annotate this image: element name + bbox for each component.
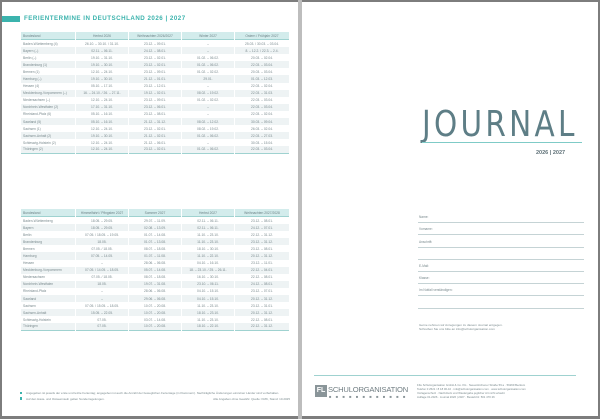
- header-cell: Bundesland: [21, 32, 75, 40]
- date-cell: –: [182, 104, 234, 111]
- date-cell: 24.12. – 07.01.: [235, 224, 289, 231]
- date-cell: 23.12. – 31.01.: [251, 303, 273, 308]
- date-cell: 07.05. – 14.05.: [76, 252, 128, 259]
- date-cell: 18.10. – 22.10.: [182, 323, 234, 330]
- field-label: E-Mail:: [419, 263, 429, 268]
- date-cell: 02.11. – 06.11.: [76, 47, 128, 54]
- table-row: [21, 68, 289, 75]
- date-cell: 22.12. – 31.12.: [235, 323, 289, 330]
- state-cell: Nordrhein-Westfalen: [21, 281, 75, 288]
- state-cell: Bremen (1): [23, 69, 40, 74]
- date-cell: 05.10. – 16.10.: [76, 118, 128, 125]
- date-cell: 02.11. – 06.11.: [182, 224, 234, 231]
- date-cell: 19.10. – 30.10.: [76, 75, 128, 82]
- state-cell: Brandenburg: [21, 238, 75, 245]
- source-note: Alle Angaben ohne Gewähr. Quelle: KMK, Stand: 10.2025: [213, 396, 290, 401]
- date-cell: 28.06. – 06.08.: [144, 261, 166, 266]
- form-field-vorname[interactable]: [418, 223, 584, 235]
- date-cell: 29.07. – 11.09.: [144, 218, 166, 223]
- date-cell: 12.10. – 24.10.: [76, 146, 128, 153]
- owner-info-form: [418, 211, 584, 309]
- table-row: [21, 288, 289, 295]
- title-accent-bar: [2, 16, 20, 22]
- table-row: [21, 274, 289, 281]
- form-field-notfall[interactable]: [418, 284, 584, 296]
- table-row: [21, 252, 289, 259]
- header-cell: Winter 2027: [182, 32, 234, 40]
- date-cell: 22.12. – 31.12.: [251, 232, 273, 237]
- date-cell: 21.12. – 31.12.: [129, 118, 181, 125]
- date-cell: 16. – 24.10. / 26. – 27.11.: [76, 90, 128, 97]
- date-cell: 8. – 12.2. / 22.3. – 2.4.: [235, 47, 289, 54]
- state-cell: Saarland: [21, 295, 75, 302]
- date-cell: 23.12. – 09.01.: [144, 98, 166, 103]
- table-row: [21, 83, 289, 90]
- date-cell: 28.06. – 06.08.: [144, 289, 166, 294]
- footnotes: [20, 391, 290, 401]
- table-row: [21, 47, 289, 54]
- date-cell: 23.12. – 09.01.: [144, 41, 166, 46]
- date-cell: 22.03. – 02.04.: [251, 112, 273, 117]
- date-cell: 23.12. – 02.01.: [144, 126, 166, 131]
- header-cell: Sommer 2027: [129, 209, 181, 217]
- date-cell: 30.03. – 09.04.: [235, 118, 289, 125]
- form-field-anschrift-2[interactable]: [418, 248, 584, 260]
- table-row: [21, 302, 289, 309]
- footnote: [20, 391, 290, 395]
- table-row: [21, 323, 289, 330]
- form-field-name[interactable]: [418, 211, 584, 223]
- table-row: [21, 224, 289, 231]
- date-cell: 19.10. – 30.10.: [76, 61, 128, 68]
- date-cell: 25.03. / 30.03. – 03.04.: [245, 41, 279, 46]
- date-cell: 23.12. – 31.12.: [235, 238, 289, 245]
- date-cell: 08.07. – 18.08.: [144, 275, 166, 280]
- date-cell: 10.07. – 20.08.: [129, 323, 181, 330]
- state-cell: Schleswig-Holstein: [23, 317, 51, 322]
- state-cell: Sachsen-Anhalt (2): [21, 132, 75, 139]
- field-label: Vorname:: [419, 227, 433, 232]
- footnote-text: Auf den Haus- und Ostseeinseln gelten Sonderregelungen.: [26, 396, 105, 401]
- date-cell: 30.03. – 15.04.: [251, 140, 273, 145]
- state-cell: Mecklenburg-Vorpommern: [21, 267, 75, 274]
- date-cell: 22.03. – 03.04.: [235, 104, 289, 111]
- date-cell: 22.03. – 02.04.: [251, 84, 273, 89]
- date-cell: 22.03. – 03.04.: [251, 98, 273, 103]
- bullet-square-icon: [20, 397, 22, 399]
- school-years: 2026 | 2027: [536, 150, 566, 156]
- date-cell: 04.10. – 15.10.: [197, 289, 219, 294]
- holiday-dates-page: [2, 2, 298, 416]
- table-row: [21, 125, 289, 132]
- date-cell: 20.12. – 31.12.: [235, 309, 289, 316]
- holiday-table-2027: [20, 209, 290, 331]
- date-cell: 07.05.: [97, 317, 107, 322]
- date-cell: 22.03. – 03.04.: [235, 146, 289, 153]
- date-cell: 19.10. – 31.10.: [91, 55, 113, 60]
- state-cell: Berlin (–): [23, 55, 37, 60]
- date-cell: 18.05. – 29.05.: [91, 218, 113, 223]
- state-cell: Sachsen: [23, 303, 36, 308]
- date-cell: 20.03. – 02.04.: [251, 55, 273, 60]
- date-cell: –: [76, 295, 128, 302]
- date-cell: 01.07. – 11.08.: [129, 252, 181, 259]
- date-cell: 07.05. / 18.05.: [91, 246, 113, 251]
- date-cell: 26.10. – 30.10. / 31.10.: [85, 41, 119, 46]
- imprint: [417, 383, 526, 399]
- date-cell: 01.02. – 06.02.: [182, 61, 234, 68]
- table-body: [21, 217, 289, 331]
- table-body: [21, 40, 289, 154]
- table-header-row: [21, 209, 289, 217]
- date-cell: 12.10. – 24.10.: [91, 126, 113, 131]
- state-cell: Niedersachsen: [23, 275, 45, 280]
- date-cell: 01.02. – 02.02.: [197, 69, 219, 74]
- header-cell: Ostern / Frühjahr 2027: [235, 32, 289, 40]
- form-field-klasse[interactable]: [418, 272, 584, 284]
- table-header-row: [21, 32, 289, 40]
- state-cell: Nordrhein-Westfalen (2): [21, 104, 75, 111]
- title-divider: [422, 142, 582, 143]
- holiday-table-2026-2027: [20, 32, 290, 154]
- logo-wordmark: SCHULORGANISATION: [328, 385, 409, 394]
- date-cell: 01.02. – 06.02.: [182, 132, 234, 139]
- table-row: [21, 118, 289, 125]
- date-cell: 23.12. – 08.01.: [251, 246, 273, 251]
- date-cell: 22.12. – 08.01.: [251, 275, 273, 280]
- date-cell: 07.05. / 14.05. – 18.05.: [76, 267, 128, 274]
- form-field-email[interactable]: [418, 260, 584, 272]
- field-label: Klasse:: [419, 276, 430, 281]
- date-cell: 18.05.: [76, 238, 128, 245]
- date-cell: 26.03. – 02.04.: [251, 126, 273, 131]
- bullet-square-icon: [20, 392, 22, 394]
- date-cell: 07.05. / 18.05.: [91, 275, 113, 280]
- date-cell: 04.10. – 16.10.: [197, 261, 219, 266]
- state-cell: Mecklenburg-Vorpommern (–): [21, 90, 75, 97]
- state-cell: Rheinland-Pfalz (6): [23, 112, 52, 117]
- date-cell: 15.05. – 22.05.: [76, 309, 128, 316]
- date-cell: 10.07. – 20.08.: [129, 309, 181, 316]
- date-cell: 11.10. – 23.10.: [197, 232, 219, 237]
- table-row: [21, 295, 289, 302]
- footnote-text: Angegeben ist jeweils der erste und letzte Ferientag; angegeben ist auch die Anzahl der beweglichen Ferientage (in Klammern). Nachträgliche Änderungen einzelner Länder sind vorbehalten.: [26, 391, 280, 395]
- date-cell: 22.03. – 03.04.: [235, 61, 289, 68]
- date-cell: 23.12. – 08.01.: [251, 218, 273, 223]
- date-cell: 29.01.: [182, 75, 234, 82]
- date-cell: 02.11. – 06.11.: [197, 218, 219, 223]
- date-cell: 02.08. – 13.09.: [129, 224, 181, 231]
- date-cell: 08.02. – 19.02.: [197, 126, 219, 131]
- table-row: [21, 146, 289, 153]
- date-cell: 21.12. – 01.01.: [129, 75, 181, 82]
- date-cell: 11.10. – 23.10.: [197, 317, 219, 322]
- form-field-anschrift[interactable]: [418, 235, 584, 247]
- date-cell: 10.07. – 20.08.: [144, 303, 166, 308]
- date-cell: –: [101, 261, 103, 266]
- journal-title: JOURNAL: [422, 104, 578, 145]
- logo-dots: ■ ■ ■ ■ ■ ■ ■ ■ ■ ■ ■ ■: [329, 394, 408, 399]
- field-label: Anschrift:: [419, 239, 433, 244]
- table-row: [21, 54, 289, 61]
- table-row: [21, 309, 289, 316]
- header-cell: Himmelfahrt / Pfingsten 2027: [76, 209, 128, 217]
- date-cell: 22.03. – 27.03.: [235, 132, 289, 139]
- journal-cover-page: [302, 2, 598, 416]
- date-cell: 23.12. – 09.01.: [144, 69, 166, 74]
- state-cell: Saarland (5): [21, 118, 75, 125]
- feedback-hint: [419, 323, 503, 332]
- header-cell: Herbst 2027: [182, 209, 234, 217]
- date-cell: 19.07. – 31.08.: [129, 281, 181, 288]
- table-row: [21, 90, 289, 97]
- state-cell: Hessen: [23, 261, 35, 266]
- state-cell: Rheinland-Pfalz: [23, 289, 47, 294]
- state-cell: Bayern: [21, 224, 75, 231]
- date-cell: 23.10. – 06.11.: [182, 281, 234, 288]
- header-cell: Weihnachten 2027/2028: [235, 209, 289, 217]
- date-cell: –: [207, 140, 209, 145]
- state-cell: Hessen (4): [23, 84, 40, 89]
- state-cell: Baden-Württemberg: [23, 218, 53, 223]
- footer-divider: [314, 375, 576, 376]
- date-cell: 07.05. / 18.05. – 19.05.: [85, 232, 119, 237]
- table-row: [21, 316, 289, 323]
- date-cell: 05.10. – 17.10.: [91, 84, 113, 89]
- date-cell: 23.12. – 06.01.: [129, 104, 181, 111]
- date-cell: 01.07. – 13.08.: [129, 238, 181, 245]
- imprint-line: Telefon 0 2521 / 8 18 00-10 · info@schulorganisation.com · www.schulorganisation.com: [417, 387, 526, 391]
- field-label: Im Notfall verständigen:: [419, 288, 453, 293]
- state-cell: Hamburg: [21, 252, 75, 259]
- date-cell: –: [182, 47, 234, 54]
- date-cell: 01.02. – 06.02.: [197, 55, 219, 60]
- imprint-line: Vorlagenschutz · Nachdruck und Wiedergabe jeglicher Art nicht erlaubt: [417, 391, 505, 395]
- date-cell: 24.12. – 08.01.: [129, 47, 181, 54]
- date-cell: 16.10. – 30.10.: [197, 275, 219, 280]
- field-label: Name:: [419, 215, 429, 220]
- state-cell: Berlin: [23, 232, 32, 237]
- date-cell: 03.07. – 14.08.: [144, 317, 166, 322]
- table-row: [21, 97, 289, 104]
- state-cell: Brandenburg (1): [21, 61, 75, 68]
- table-row: [21, 139, 289, 146]
- date-cell: 01.02. – 02.02.: [197, 98, 219, 103]
- imprint-line: F&L Schulorganisation GmbH & Co. KG · Neuenkirchener Straße 59 a · 59269 Beckum: [417, 383, 526, 387]
- date-cell: 08.07. – 18.08.: [144, 246, 166, 251]
- date-cell: 23.12. – 02.01.: [129, 61, 181, 68]
- date-cell: 12.10. – 24.10.: [91, 140, 113, 145]
- date-cell: –: [101, 289, 103, 294]
- date-cell: 18.10. – 23.10.: [182, 309, 234, 316]
- form-field-notfall-2[interactable]: [418, 296, 584, 308]
- date-cell: 23.12. – 02.01.: [129, 146, 181, 153]
- date-cell: 23.12. – 02.01.: [144, 55, 166, 60]
- date-cell: –: [207, 41, 209, 46]
- date-cell: 01.07. – 14.08.: [144, 232, 166, 237]
- state-cell: Schleswig-Holstein (2): [23, 140, 56, 145]
- table-row: [21, 245, 289, 252]
- imprint-line: Auflage 01.2026 · Journal 2026 | 2027 · Bestell-Nr. 501 470 26: [417, 395, 495, 399]
- table-row: [21, 231, 289, 238]
- table-row: [21, 104, 289, 111]
- header-cell: Herbst 2026: [76, 32, 128, 40]
- date-cell: 18. – 23.10. / 25. – 26.11.: [182, 267, 234, 274]
- hint-line: Gerne nehmen wir Anregungen zu diesem Journal entgegen.: [419, 323, 503, 327]
- date-cell: 22.12. – 04.01.: [235, 267, 289, 274]
- date-cell: 04.10. – 15.10.: [182, 295, 234, 302]
- date-cell: 12.10. – 24.10.: [91, 98, 113, 103]
- date-cell: 17.10. – 31.10.: [76, 104, 128, 111]
- footnote: [20, 397, 290, 401]
- date-cell: 05.10. – 16.10.: [91, 112, 113, 117]
- date-cell: 19.12. – 02.01.: [129, 90, 181, 97]
- state-cell: Bremen: [23, 246, 35, 251]
- date-cell: 23.12. – 11.01.: [251, 261, 273, 266]
- table-row: [21, 132, 289, 139]
- date-cell: 22.12. – 08.01.: [251, 317, 273, 322]
- date-cell: 19.10. – 30.10.: [76, 132, 128, 139]
- date-cell: 29.06. – 06.08.: [129, 295, 181, 302]
- state-cell: Thüringen (2): [21, 146, 75, 153]
- date-cell: 01.02. – 06.02.: [182, 146, 234, 153]
- date-cell: 24.12. – 08.01.: [235, 281, 289, 288]
- header-cell: Bundesland: [21, 209, 75, 217]
- logo-mark-icon: FL: [315, 385, 327, 397]
- table-row: [21, 260, 289, 267]
- date-cell: 21.12. – 06.01.: [144, 140, 166, 145]
- date-cell: 23.12. – 07.01.: [251, 289, 273, 294]
- date-cell: 20.12. – 31.12.: [235, 295, 289, 302]
- date-cell: 20.12. – 31.12.: [235, 252, 289, 259]
- date-cell: 23.12. – 08.01.: [144, 112, 166, 117]
- table-row: [21, 75, 289, 82]
- date-cell: 07.05.: [76, 323, 128, 330]
- date-cell: 21.12. – 02.01.: [129, 132, 181, 139]
- date-cell: 18.05.: [76, 281, 128, 288]
- state-cell: Niedersachsen (–): [23, 98, 50, 103]
- date-cell: 08.02. – 12.02.: [182, 118, 234, 125]
- date-cell: –: [207, 84, 209, 89]
- header-cell: Weihnachten 2026/2027: [129, 32, 181, 40]
- date-cell: 18.10. – 30.10.: [197, 246, 219, 251]
- table-row: [21, 111, 289, 118]
- date-cell: 11.10. – 23.10.: [182, 238, 234, 245]
- state-cell: Thüringen: [21, 323, 75, 330]
- date-cell: 08.02. – 19.02.: [182, 90, 234, 97]
- table-row: [21, 281, 289, 288]
- date-cell: 11.10. – 22.10.: [182, 252, 234, 259]
- state-cell: Sachsen-Anhalt: [21, 309, 75, 316]
- table-row: [21, 238, 289, 245]
- date-cell: 12.10. – 24.10.: [91, 69, 113, 74]
- date-cell: 11.10. – 23.10.: [197, 303, 219, 308]
- state-cell: Bayern (–): [21, 47, 75, 54]
- date-cell: 22.03. – 31.03.: [235, 90, 289, 97]
- date-cell: 20.03. – 03.04.: [251, 69, 273, 74]
- date-cell: –: [207, 112, 209, 117]
- table-row: [21, 40, 289, 47]
- state-cell: Hamburg (–): [21, 75, 75, 82]
- table-row: [21, 267, 289, 274]
- table-row: [21, 61, 289, 68]
- page-title: FERIENTERMINE IN DEUTSCHLAND 2026 | 2027: [24, 15, 186, 22]
- hint-line: Schreiben Sie uns bitte an info@schulorganisation.com: [419, 327, 495, 332]
- date-cell: 05.07. – 14.08.: [129, 267, 181, 274]
- state-cell: Baden-Württemberg (4): [23, 41, 58, 46]
- date-cell: 18.05. – 29.05.: [76, 224, 128, 231]
- date-cell: 01.03. – 12.03.: [235, 75, 289, 82]
- date-cell: 23.12. – 12.01.: [144, 84, 166, 89]
- date-cell: 07.05. / 15.05. – 18.05.: [85, 303, 119, 308]
- table-row: [21, 217, 289, 224]
- state-cell: Sachsen (1): [23, 126, 41, 131]
